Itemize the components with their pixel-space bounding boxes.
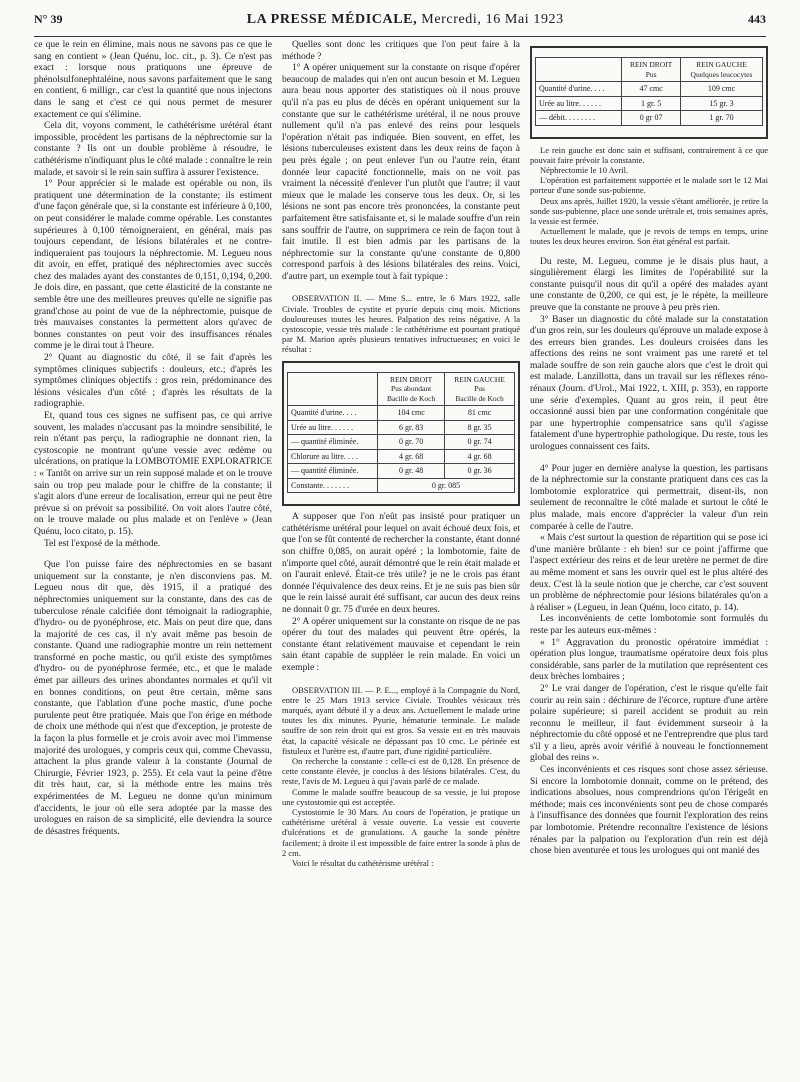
journal-title-line [247, 12, 564, 28]
cell-right-kidney: 104 cmc [378, 406, 445, 421]
cell-right-kidney: 0 gr 07 [622, 111, 681, 126]
cell-left-kidney: 0 gr. 74 [445, 435, 515, 450]
observation-text: Néphrectomie le 10 Avril. [540, 164, 629, 175]
table-header-left-kidney: REIN GAUCHE Quelques leucocytes [680, 58, 762, 82]
paragraph: Cela dit, voyons comment, le cathétérisme urétéral étant impossible, procèdent les partisans de la néphrectomie sur la constante ? Ils ont un double problème à résoudre, le cathétérisme n'indiquant plus le côté malade : connaître le rein malade, et savoir si le rein sain suffira à assurer l'existence. [34, 121, 272, 178]
row-label: Quantité d'urine. . . . [288, 406, 378, 421]
row-label: Quantité d'urine. . . . [536, 82, 622, 97]
journal-title: LA PRESSE MÉDICALE, [246, 12, 418, 27]
observation-text: L'opération est parfaitement supportée et le malade sort le 12 Mai porteur d'une sonde sus-pubienne. [530, 175, 768, 196]
constante-label: Constante. . . . . . . [288, 478, 378, 493]
cell-left-kidney: 8 gr. 35 [445, 420, 515, 435]
observation-iii-e: Voici le résultat du cathétérisme urétéral : [292, 857, 434, 868]
paragraph: « Mais c'est surtout la question de répartition qui se pose ici d'une manière brûlante : eh bien! sur ce point j'affirme que l'aspect extérieur des reins et de leur uretère ne permet de dire au même moment et sans les ouvrir quel est le plus altéré des deux. C'est là la seule notion que je cherche, car c'est souvent un problème de néphrectomie pour lésions bilatérales qu'on a à réaliser » (Legueu, in Jean Quénu, loco citato, p. 14). [530, 533, 768, 613]
page-number-right: 443 [747, 12, 766, 26]
paragraph: 2° Quant au diagnostic du côté, il se fait d'après les symptômes cliniques subjectifs : douleurs, etc.; d'après les symptômes cliniques objectifs : gros rein, prédominance des lésions vésicales d'un côté ; d'après les résultats de la radiographie. [34, 353, 272, 410]
row-label: Urée au litre. . . . . . [288, 420, 378, 435]
table-header-blank [536, 58, 622, 82]
table-row-constante [288, 478, 515, 493]
observation-iii-b: On recherche la constante : celle-ci est de 0,128. En présence de cette constante élevée, je conclus à des lésions bilatérales. C'est, du reste, l'avis de M. Legueu à qui j'avais parlé de ce malade. [282, 755, 520, 787]
table-row [288, 406, 515, 421]
table-header-right-kidney: REIN DROIT Pus abondant Bacille de Koch [378, 372, 445, 406]
paragraph: Quelles sont donc les critiques que l'on peut faire à la méthode ? [282, 40, 520, 62]
paragraph: ce que le rein en élimine, mais nous ne savons pas ce que le sang en contient » (Jean Quénu, loc. cit., p. 3). Ce n'est pas exact : lorsque nous pratiquons une épreuve de phénolsulfonephtaléine, nous savons parfaitement que le sang en contient, 6 milligr., car c'est la quantité que nous injectons dans le sang et c'est ce qui nous permet de mesurer exactement ce qui s'élimine. [34, 40, 272, 120]
cell-right-kidney: 6 gr. 83 [378, 420, 445, 435]
table-header-right-kidney: REIN DROIT Pus [622, 58, 681, 82]
row-label: — quantité éliminée. [288, 435, 378, 450]
paragraph: 3° Baser un diagnostic du côté malade sur la constatation d'un gros rein, sur les douleurs qu'éprouve un malade expose à des erreurs bien grandes. Les douleurs croisées dans les affections des reins ne sont vraiment pas une rareté et tel malade souffre de son rein gauche alors que c'est le droit qui est malade. Lanzillotta, dans un travail sur les réflexes réno-rénaux (Journ. d'Urol., Mai 1922, t. XIII, p. 353), en rapporte une série d'exemples. Quant au gros rein, il peut être occasionné aussi bien par une conformation congénitale que par une hypertrophie compensatrice sans qu'il s'agisse fatalement d'une hypertrophie pathologique. Du reste, tous les urologues connaissent ces faits. [530, 314, 768, 453]
paragraph: 2° A opérer uniquement sur la constante on risque de ne pas opérer du tout des malades qui peuvent être opérés, la constante étant relativement mauvaise et cependant le rein sain étant capable de suppléer le rein malade. En voici un exemple : [282, 616, 520, 673]
cell-left-kidney: 81 cmc [445, 406, 515, 421]
observation-ii-table [287, 372, 515, 494]
paragraph: 1° Pour apprécier si le malade est opérable ou non, ils pratiquent une détermination de la constante; ils estiment d'une façon générale que, si la constante est inférieure à 0,100, on peut considérer le malade comme opérable. Les constantes supérieures à 0,100 témoigneraient, en général, mais pas toujours cependant, de lésions bilatérales et ne contre-indiqueraient pas toujours la néphrectomie. M. Legueu nous dit avoir, en effet, pratiqué des néphrectomies avec succès chez des malades ayant des constantes de 0,151, 0,194, 0,200. Je dois dire, en passant, que cette élasticité de la constante ne semble être une des meilleures preuves qu'elle ne signifie pas grand'chose au point de vue de la néphrectomie, puisque de très mauvaises constantes la permettent alors qu'avec de bonnes constantes on peut voir des insuffisances rénales comme je le dirai tout à l'heure. [34, 179, 272, 352]
cell-right-kidney: 0 gr. 70 [378, 435, 445, 450]
paragraph: Et, quand tous ces signes ne suffisent pas, ce qui arrive souvent, les malades n'accusant pas la moindre sensibilité, le rein n'étant pas perçu, la radiographie ne donnant rien, la cystoscopie ne montrant qu'une vessie avec œdème ou ulcérations, on pratique la LOMBOTOMIE EXPLORATRICE : « Tantôt on arrive sur un rein supposé malade et on le trouve sain ou trop peu malade pour le chiffre de la constante; il s'agit alors d'une erreur de localisation, erreur qui ne peut être prévue si on prévoit sa possibilité. On voit alors l'autre côté, on le trouve malade ou plus malade et on l'enlève » (Jean Quénu, loco citato, p. 15). [34, 411, 272, 537]
paragraph: Que l'on puisse faire des néphrectomies en se basant uniquement sur la constante, je n'en disconviens pas. M. Legueu nous dit que, dès 1915, il a pratiqué des néphrectomies uniquement sur la constante, dans des cas de tuberculose rénale calcifiée dont témoignait la radiographie, d'hydro- ou de pyonéphrose, etc. Mais on peut dire que, dans la majorité de ces cas, il n'y avait même pas besoin de constante. Quand une radiographie montre un rein nettement transformé en poche mastic, ou qu'il existe des symptômes d'hydro- ou de pyonéphrose fermée, etc., et que le malade émet par ailleurs des urines abondantes normales et qu'il vit en bonnes conditions, on peut être certain, même sans constante, que l'ablation d'une poche mastic, d'une poche purulente peut être pratiquée. Mais que l'on érige en méthode de choix une méthode qui n'est que d'exception, je proteste de la façon la plus formelle et je crois avoir avec moi l'immense majorité des urologues, y compris ceux qui, comme Chevassu, attachent la plus grande valeur à la constante (Journal de Chirurgie, Février 1923, p. 255). Et cela vaut la peine d'être dit très haut, car, si la méthode entre les mains très expérimentées de M. Legueu ne donne qu'un minimum d'accidents, le jour où elle sera adoptée par la masse des urologues en raison de sa simplicité, elle deviendra la source de désastres fréquents. [34, 560, 272, 837]
cell-left-kidney: 1 gr. 70 [680, 111, 762, 126]
paragraph: « 1° Aggravation du pronostic opératoire immédiat : opération plus longue, traumatisme opératoire deux fois plus considérable, sans parler de la mutilation que représentent ces deux brèches lombaires ; [530, 637, 768, 683]
issue-date: Mercredi, 16 Mai 1923 [421, 12, 564, 27]
observation-text: Le rein gauche est donc sain et suffisant, contrairement à ce que pouvait faire prévoir la constante. [530, 144, 768, 165]
paragraph: 1° A opérer uniquement sur la constante on risque d'opérer beaucoup de malades qui n'en ont aucun besoin et M. Legueu aura beau nous apporter des statistiques où il nous prouve qu'il n'a pas eu plus de décès en opérant uniquement sur la constante que sur le cathétérisme urétéral, il ne nous prouve nullement qu'il n'a pas enlevé des reins pour lesquels l'opération n'était pas indiquée. Bien souvent, en effet, les lésions tuberculeuses existent dans les deux reins de façon à peu près égale ; on peut enlever l'un ou l'autre rein, étant donnée leur capacité fonctionnelle, mais on ne voit pas vraiment la nécessité d'enlever l'un plutôt que l'autre; il vaut mieux que le malade les conserve tous les deux. Or, si les lésions ne sont pas encore très prononcées, la constante peut parfaitement être satisfaisante et, si le malade souffre d'un rein sans souffrir de l'autre, on supprimera ce rein de façon tout à fait inutile. Il est bien admis par les partisans de la néphrectomie sur la constante qu'une constante de 0,800 correspond parfois à des lésions bilatérales des reins. Voici, d'autre part, un exemple tout à fait typique : [282, 63, 520, 282]
table-row [536, 111, 763, 126]
table-row [288, 435, 515, 450]
paragraph: 4° Pour juger en dernière analyse la question, les partisans de la néphrectomie sur la constante pratiquent dans ces cas la lombotomie exploratrice qui permettrait, disent-ils, non seulement de reconnaître le côté malade et surtout le côté le plus malade, mais encore d'apprécier la valeur d'un rein comparée à celle de l'autre. [530, 463, 768, 532]
observation-iii-d: Cystostomie le 30 Mars. Au cours de l'opération, je pratique un cathétérisme urétéral à vessie ouverte. La vessie est couverte d'ulcérations et de granulations. A gauche la sonde pénètre facilement; à droite il est impossible de faire entrer la sonde à plus de 2 cm. [282, 806, 520, 858]
constante-value: 0 gr. 085 [378, 478, 515, 493]
paragraph: Ces inconvénients et ces risques sont chose assez sérieuse. Si encore la lombotomie donnait, comme on le prétend, des indications absolues, nous comprendrions qu'on l'érigeât en méthode; mais ces inconvénients sont peu de chose comparés à l'insuffisance des données que fournit l'exploration des reins par lombotomie. Prétendre reconnaître l'existence de lésions rénales par la palpation ou l'exploration d'un rein est déjà chose bien aventurée et tous les urologues qui ont manié des [530, 765, 768, 857]
cell-left-kidney: 109 cmc [680, 82, 762, 97]
column-3 [530, 40, 768, 858]
cell-right-kidney: 47 cmc [622, 82, 681, 97]
row-label: Chlorure au litre. . . . [288, 449, 378, 464]
cell-right-kidney: 0 gr. 48 [378, 464, 445, 479]
observation-iii-table [535, 57, 763, 126]
table-row [288, 420, 515, 435]
cell-left-kidney: 15 gr. 3 [680, 96, 762, 111]
observation-text: Actuellement le malade, que je revois de temps en temps, urine toutes les deux heures environ. Son état général est parfait. [530, 226, 768, 247]
observation-ii: OBSERVATION II. — Mme S... entre, le 6 Mars 1922, salle Civiale. Troubles de cystite et pyurie depuis cinq mois. Mictions douloureuses toutes les heures. Palpation des reins négative. A la cystoscopie, vessie très malade : le cathétérisme est pourtant pratiqué par M. Marion après plusieurs tentatives infructueuses; en voici le résultat : [282, 293, 520, 355]
observation-text: Deux ans après, Juillet 1920, la vessie s'étant améliorée, je retire la sonde sus-pubienne, place une sonde urétrale et, trois semaines après, la vessie est fermée. [530, 195, 768, 226]
paragraph: Tel est l'exposé de la méthode. [44, 538, 161, 549]
paragraph: Les inconvénients de cette lombotomie sont formulés du reste par les auteurs eux-mêmes : [530, 614, 768, 636]
table-row [288, 449, 515, 464]
table-header-blank [288, 372, 378, 406]
observation-iii-c: Comme le malade souffre beaucoup de sa vessie, je lui propose une cystostomie qui est acceptée. [282, 786, 520, 807]
column-1 [34, 40, 272, 838]
row-label: — débit. . . . . . . . [536, 111, 622, 126]
page-header [34, 12, 766, 37]
paragraph: A supposer que l'on n'eût pas insisté pour pratiquer un cathétérisme urétéral pour lequel on avait échoué deux fois, et que l'on se fût contenté de rechercher la constante, étant donné son chiffre 0,085, on aurait opéré ; la lombotomie, faite de n'importe quel côté, aurait démontré que le rein était malade et on l'aurait enlevé. Était-ce très utile? je ne le crois pas étant donnée l'équivalence des deux reins. Et je ne suis pas bien sûr que le rein laissé aurait été suffisant, car aucun des deux reins ne donnait 0 gr. 75 d'urée en deux heures. [282, 512, 520, 615]
table-header-left-kidney: REIN GAUCHE Pus Bacille de Koch [445, 372, 515, 406]
column-2 [282, 40, 520, 868]
row-label: Urée au litre. . . . . . [536, 96, 622, 111]
observation-iii-table-box [530, 46, 768, 139]
cell-right-kidney: 1 gr. 5 [622, 96, 681, 111]
paragraph: 2° Le vrai danger de l'opération, c'est le risque qu'elle fait courir au rein sain : déchirure de l'écorce, rupture d'une artère polaire supérieure; si pareil accident se produit au rein reconnu le meilleur, il faut évidemment surseoir à la néphrectomie du côté opposé et ne l'entreprendre que plus tard s'il y a lieu, après avoir vérifié à nouveau le fonctionnement global des reins ». [530, 683, 768, 764]
cell-left-kidney: 4 gr. 68 [445, 449, 515, 464]
cell-right-kidney: 4 gr. 68 [378, 449, 445, 464]
observation-iii: OBSERVATION III. — P. E..., employé à la Compagnie du Nord, entre le 25 Mars 1913 service Civiale. Troubles vésicaux très marqués, ayant débuté il y a deux ans. Actuellement le malade urine toutes les dix minutes. Pyurie, hématurie terminale. Le malade souffre de son rein droit qui est gros. Sa vessie est en très mauvais état, la capacité vésicale ne dépassant pas 10 cmc. Le périnée est fistuleux et l'urètre est, d'autre part, d'une rigidité particulière. [282, 684, 520, 756]
table-row [288, 464, 515, 479]
row-label: — quantité éliminée. [288, 464, 378, 479]
observation-ii-table-box [282, 361, 520, 507]
paragraph: Du reste, M. Legueu, comme je le disais plus haut, a singulièrement élargi les limites de l'opérabilité sur la constante puisqu'il nous dit qu'il a opéré des malades ayant une constante de 0,200, ce qui est, je le répète, la meilleure preuve que la constante ne prouve à peu près rien. [530, 256, 768, 313]
page-number-left: N° 39 [34, 12, 63, 26]
cell-left-kidney: 0 gr. 36 [445, 464, 515, 479]
table-row [536, 96, 763, 111]
table-row [536, 82, 763, 97]
